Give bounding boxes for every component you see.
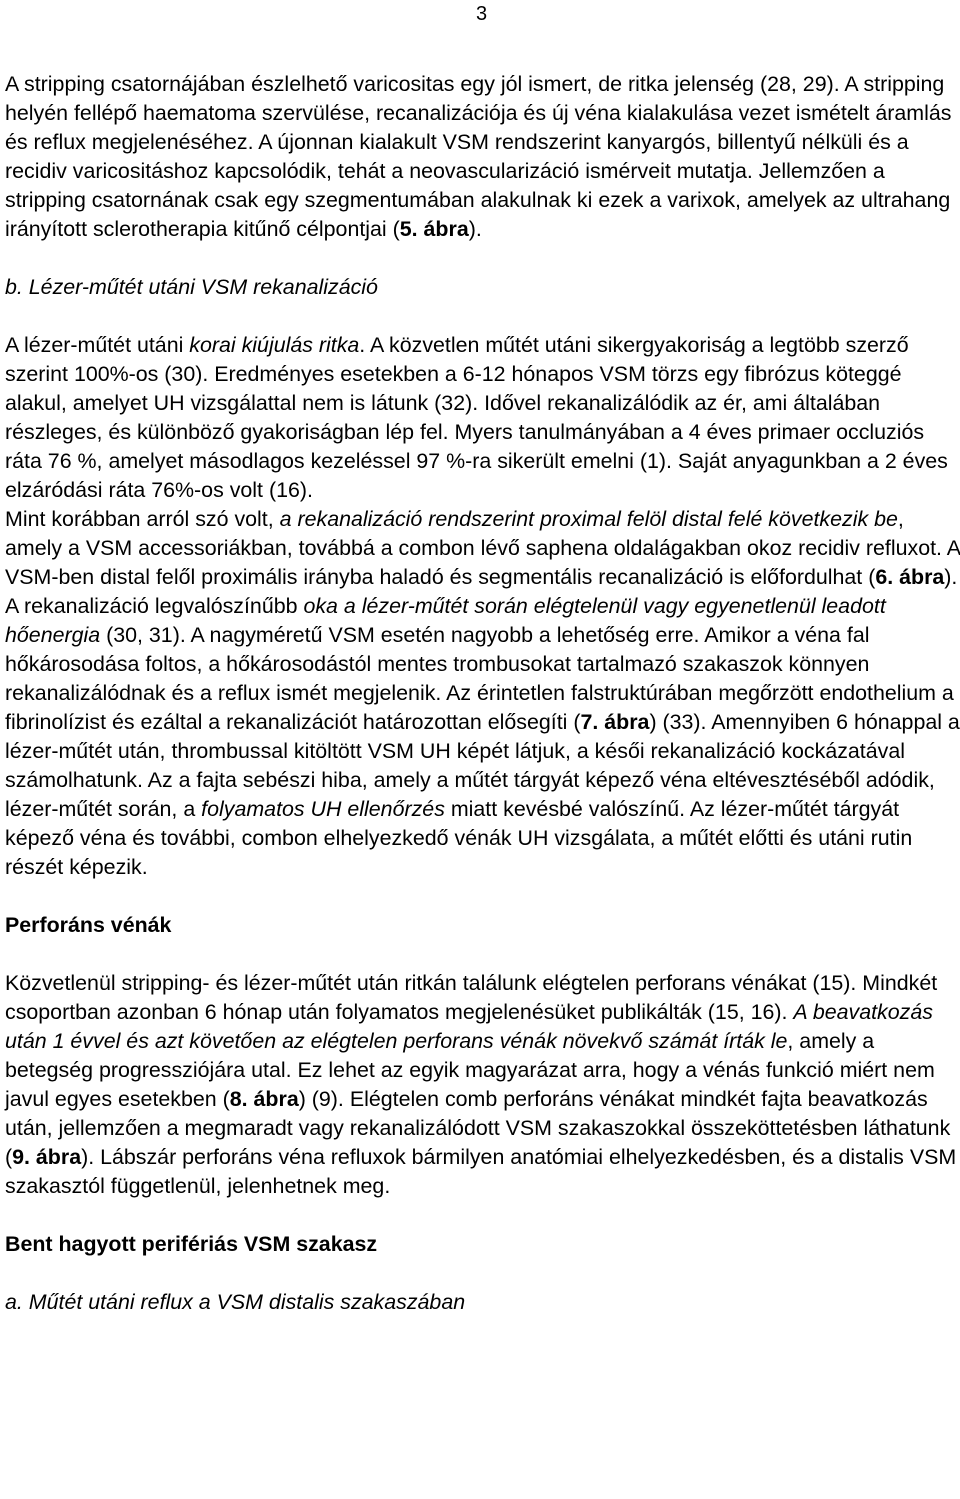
figure-reference: 7. ábra — [580, 710, 650, 734]
heading-distal-reflux: a. Műtét utáni reflux a VSM distalis szakaszában — [5, 1290, 466, 1314]
body-text: ). — [468, 217, 482, 241]
emphasis-text: oka a lézer-műtét során elégtelenül vagy egyenetlenül leadott hőenergia — [5, 594, 886, 647]
emphasis-text: korai kiújulás ritka — [189, 333, 360, 357]
body-text: ) (9). Elégtelen comb perforáns vénákat mindkét fajta beavatkozás után, jellemzően a megmaradt vagy rekanalizálódott VSM szakaszokkal összeköttetésben láthatunk ( — [5, 1087, 951, 1169]
body-text: , amely a betegség progressziójára utal. Ez lehet az egyik magyarázat arra, hogy a vénás funkció miért nem javul egyes esetekben ( — [5, 1029, 935, 1111]
body-text: ). A rekanalizáció legvalószínűbb — [5, 565, 958, 618]
body-text: A stripping csatornájában észlelhető varicositas egy jól ismert, de ritka jelenség (28, 29). A stripping helyén fellépő haematoma szervülése, recanalizációja és új véna kialakulása vezet ismételt áramlás és reflux megjelenéséhez. A újonnan kialakult VSM rendszerint kanyargós, billentyű nélküli és a recidiv varicositáshoz kapcsolódik, tehát a neovascularizáció ismérveit mutatja. Jellemzően a stripping csatornának csak egy szegmentumában alakulnak ki ezek a varixok, amelyek az ultrahang irányított sclerotherapia kitűnő célpontjai ( — [5, 72, 952, 241]
figure-reference: 5. ábra — [399, 217, 469, 241]
body-text: , amely a VSM accessoriákban, továbbá a combon lévő saphena oldalágakban okoz recidiv refluxot. A VSM-ben distal felől proximális irányba haladó és segmentális recanalizáció is előfordulhat ( — [5, 507, 960, 589]
figure-reference: 8. ábra — [229, 1087, 299, 1111]
heading-perforans-veins: Perforáns vénák — [5, 913, 172, 937]
emphasis-text: folyamatos UH ellenőrzés — [201, 797, 445, 821]
body-text: A lézer-műtét utáni — [5, 333, 190, 357]
paragraph-stripping — [5, 70, 960, 244]
body-text: (30, 31). A nagyméretű VSM esetén nagyobb a lehetőség erre. Amikor a véna fal hőkárosodása foltos, a hőkárosodástól mentes trombusokat tartalmazó szakaszok könnyen rekanalizálódnak és a reflux ismét megjelenik. Az érintetlen falstruktúrában megőrzött endothelium a fibrinolízist és ezáltal a rekanalizációt határozottan elősegíti ( — [5, 623, 954, 734]
body-text: Mint korábban arról szó volt, — [5, 507, 280, 531]
paragraph-laser-results — [5, 331, 960, 505]
body-text: miatt kevésbé valószínű. Az lézer-műtét tárgyát képező véna és további, combon elhelyezkedő vénák UH vizsgálata, a műtét előtti és utáni rutin részét képezik. — [5, 797, 913, 879]
body-text: . A közvetlen műtét utáni sikergyakoriság a legtöbb szerző szerint 100%-os (30). Eredményes esetekben a 6-12 hónapos VSM törzs egy fibrózus köteggé alakul, amelyet UH vizsgálattal nem is látunk (32). Idővel rekanalizálódik az ér, ami általában részleges, és különböző gyakoriságban lép fel. Myers tanulmányában a 4 éves primaer occluziós ráta 76 %, amelyet másodlagos kezeléssel 97 %-ra sikerült emelni (1). Saját anyagunkban a 2 éves elzáródási ráta 76%-os volt (16). — [5, 333, 948, 502]
document-body — [5, 70, 960, 1317]
figure-reference: 6. ábra — [875, 565, 945, 589]
heading-laser-recanalization: b. Lézer-műtét utáni VSM rekanalizáció — [5, 275, 378, 299]
emphasis-text: A beavatkozás után 1 évvel és azt követően az elégtelen perforans vénák növekvő számát írták le — [5, 1000, 933, 1053]
body-text: ) (33). Amennyiben 6 hónappal a lézer-műtét után, thrombussal kitöltött VSM UH képét látjuk, a késői rekanalizáció kockázatával számolhatunk. Az a fajta sebészi hiba, amely a műtét tárgyát képező véna eltévesztéséből adódik, lézer-műtét során, a — [5, 710, 960, 821]
page-number: 3 — [476, 3, 488, 25]
body-text: Közvetlenül stripping- és lézer-műtét után ritkán találunk elégtelen perforans vénákat (15). Mindkét csoportban azonban 6 hónap után folyamatos megjelenésüket publikálták (15, 16). — [5, 971, 938, 1024]
emphasis-text: a rekanalizáció rendszerint proximal felöl distal felé következik be — [279, 507, 898, 531]
body-text: ). Lábszár perforáns véna refluxok bármilyen anatómiai elhelyezkedésben, és a distalis VSM szakasztól függetlenül, jelenhetnek meg. — [5, 1145, 957, 1198]
figure-reference: 9. ábra — [12, 1145, 82, 1169]
paragraph-perforans — [5, 969, 960, 1201]
paragraph-recanalization — [5, 505, 960, 882]
heading-residual-vsm: Bent hagyott perifériás VSM szakasz — [5, 1232, 378, 1256]
